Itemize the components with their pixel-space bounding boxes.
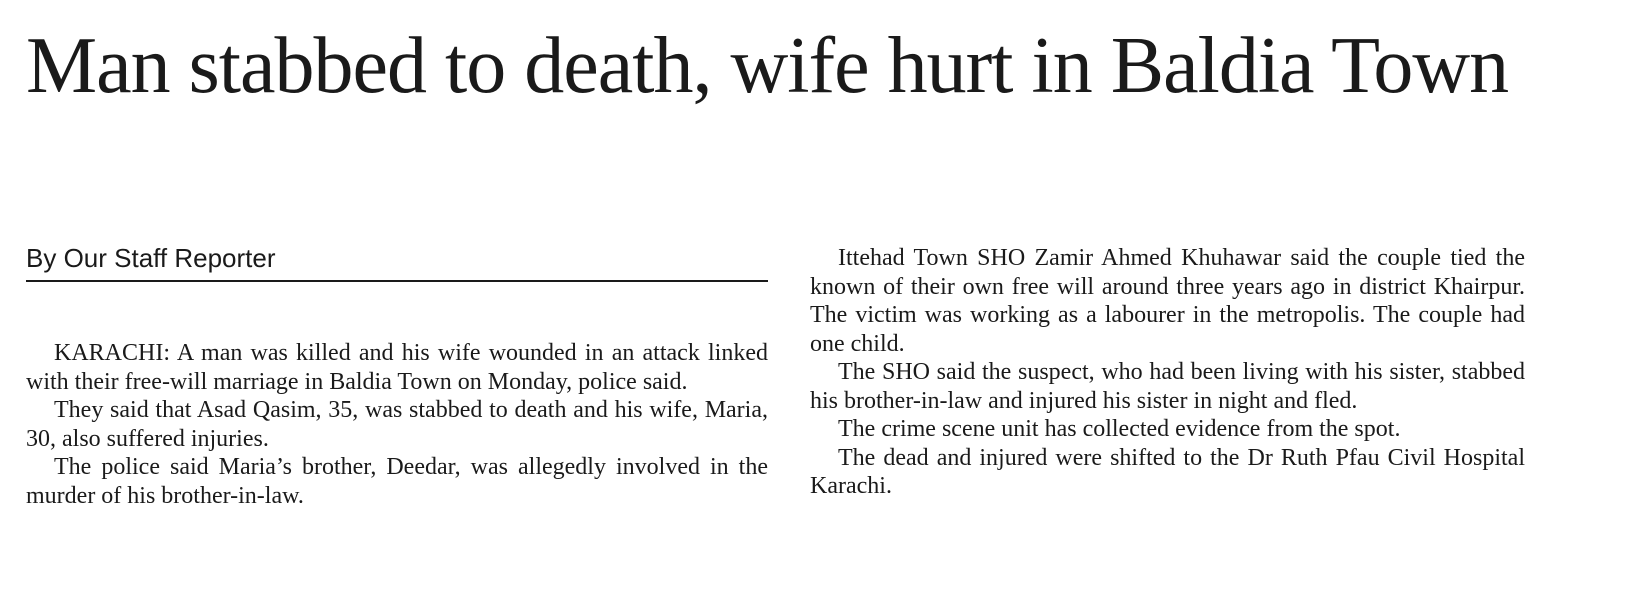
article-paragraph: KARACHI: A man was killed and his wife wounded in an attack linked with their free-will marriage in Baldia Town on Monday, police said. [26, 340, 768, 395]
article-paragraph: The crime scene unit has collected evidence from the spot. [838, 416, 1401, 442]
article-body-right [810, 244, 1525, 501]
article-column-right [810, 238, 1525, 501]
article-paragraph: The SHO said the suspect, who had been living with his sister, stabbed his brother-in-law and injured his sister in night and fled. [810, 359, 1525, 414]
article-body-left [26, 339, 768, 510]
article-paragraph: They said that Asad Qasim, 35, was stabbed to death and his wife, Maria, 30, also suffered injuries. [26, 397, 768, 452]
article-paragraph: The police said Maria’s brother, Deedar, was allegedly involved in the murder of his brother-in-law. [26, 454, 768, 509]
article-paragraph: Ittehad Town SHO Zamir Ahmed Khuhawar said the couple tied the known of their own free will around three years ago in district Khairpur. The victim was working as a labourer in the metropolis. The couple had one child. [810, 245, 1525, 357]
article-paragraph: The dead and injured were shifted to the Dr Ruth Pfau Civil Hospital Karachi. [810, 444, 1525, 499]
article-byline: By Our Staff Reporter [26, 243, 276, 273]
byline-divider [26, 280, 768, 282]
article-headline: Man stabbed to death, wife hurt in Baldia Town [26, 22, 1509, 110]
article-column-left [26, 238, 768, 510]
